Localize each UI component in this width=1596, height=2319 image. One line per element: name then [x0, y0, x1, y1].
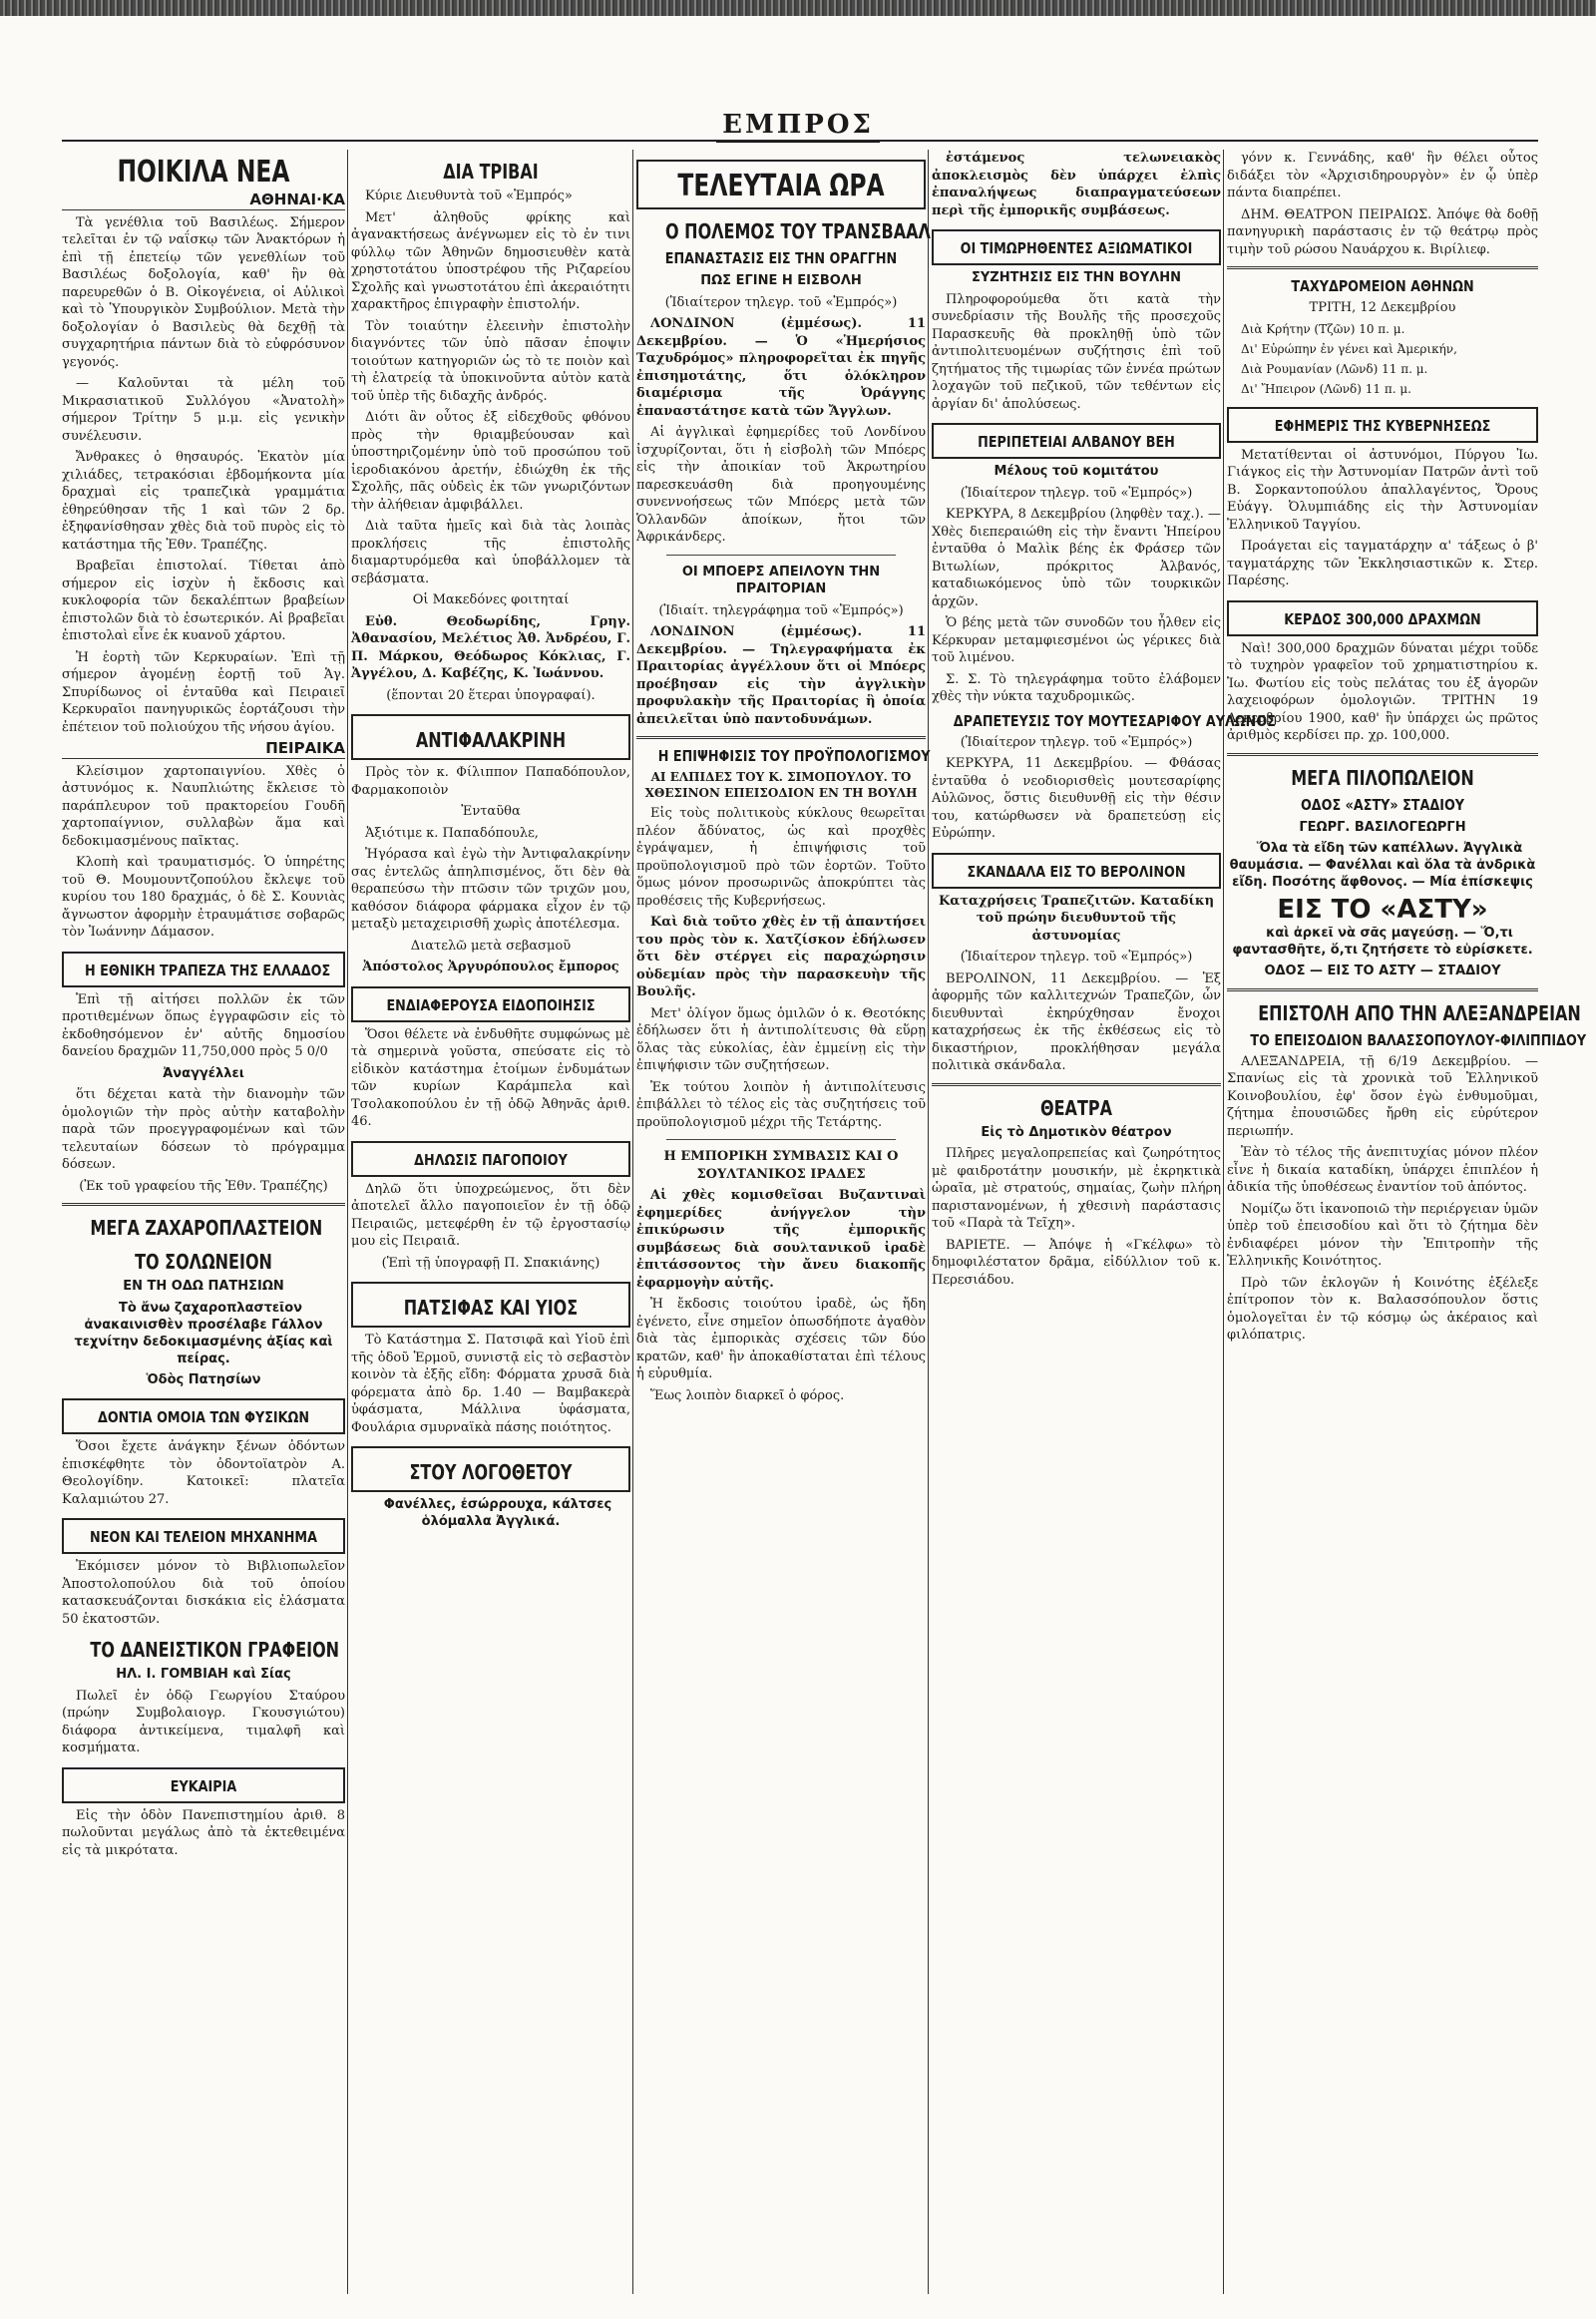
section-heading: ΔΙΑ ΤΡΙΒΑΙ	[443, 160, 539, 184]
article-text: ΚΕΡΚΥΡΑ, 11 Δεκεμβρίου. — Φθάσας ἐνταῦθα ὁ νεοδιορισθεὶς μουτεσαρίφης Αὐλῶνος, ὅστις διευθυνθῇ εἰς τὴν θέσιν του, κατώρθωσεν νὰ δραπετεύσῃ εἰς Εὐρώπην.	[932, 756, 1221, 841]
letter-salutation: Κύριε Διευθυντὰ τοῦ «Ἐμπρός»	[365, 189, 573, 203]
article-text: Πληροφορούμεθα ὅτι κατὰ τὴν συνεδρίασιν τῆς Βουλῆς τῆς προσεχοῦς Παρασκευῆς θὰ προκληθῇ ὑπὸ τῶν ἀντιπολιτευομένων συζήτησις ἐπὶ τοῦ ζητήματος τῆς τιμωρίας τῶν ἐννέα πρώτων λοχαγῶν τοῦ πεζικοῦ, τῶν τεθέντων εἰς ἀργίαν δι' ἀπολύσεως.	[932, 291, 1221, 412]
article-heading: ΟΙ ΤΙΜΩΡΗΘΕΝΤΕΣ ΑΞΙΩΜΑΤΙΚΟΙ	[960, 239, 1193, 257]
article-heading: ΔΡΑΠΕΤΕΥΣΙΣ ΤΟΥ ΜΟΥΤΕΣΑΡΙΦΟΥ ΑΥΛΩΝΟΣ	[953, 711, 1276, 730]
news-item: Βραβεῖαι ἐπιστολαί. Τίθεται ἀπὸ σήμερον εἰς ἰσχὺν ἡ ἔκδοσις καὶ κυκλοφορία τῶν δεκαλέπτων βραβείων ἐπιστολῶν διὰ τὸ ἐσωτερικόν. Αἱ βραβεῖαι ἐπιστολαὶ εἶνε ἐκ κυανοῦ χάρτου.	[62, 559, 345, 643]
ad-signature: Ἀπόστολος Ἀργυρόπουλος ἔμπορος	[362, 960, 619, 974]
ad-brand: ΕΙΣ ΤΟ «ΑΣΤΥ»	[1277, 895, 1488, 925]
letter-text: Μετ' ἀληθοῦς φρίκης καὶ ἀγανακτήσεως ἀνέγνωμεν εἰς τὸ ἐν τινι φύλλῳ τῶν Ἀθηνῶν δημοσιευθὲν κατὰ χρηστοτάτου ὑποστρέφου τῆς Ριζαρείου Σχολῆς καὶ γνωστοτάτου ἐπὶ ἀκεραιότητι χαρακτῆρος ἐπιγραφὴν ἐπιστολήν.	[351, 209, 630, 312]
notice-text: ὅτι δέχεται κατὰ τὴν διανομὴν τῶν ὁμολογιῶν τὴν πρὸς αὐτὴν καταβολὴν παρὰ τῶν προεγγραφομένων καὶ τῶν τελευταίων δόσεων τὸ πρόγραμμα δόσεων.	[62, 1087, 345, 1172]
ad-text: Τὸ Κατάστημα Σ. Πατσιφᾶ καὶ Υἱοῦ ἐπὶ τῆς ὁδοῦ Ἑρμοῦ, συνιστᾷ εἰς τὸ σεβαστὸν κοινὸν τὰ ἐξῆς εἴδη: Φόρματα χρυσᾶ διὰ φόρεματα ἀπὸ δρ. 1.40 — Βαμβακερὰ ὑφάσματα, Μάλλινα ὑφάσματα, Φουλάρια σμυρναϊκὰ πάσης ποιότητος.	[351, 1333, 630, 1435]
ad-heading: ΠΑΤΣΙΦΑΣ ΚΑΙ ΥΙΟΣ	[403, 1296, 579, 1320]
ad-text: Πρὸς τὸν κ. Φίλιππον Παπαδόπουλον, Φαρμακοποιὸν	[351, 765, 630, 798]
ad-text: (Ἐπὶ τῇ ὑπογραφῇ Π. Σπακιάνης)	[381, 1255, 600, 1271]
article-subheading: ΠΩΣ ΕΓΙΝΕ Η ΕΙΣΒΟΛΗ	[700, 273, 862, 288]
ad-text: Ὅσοι θέλετε νὰ ἐνδυθῆτε συμφώνως μὲ τὰ σημερινὰ γοῦστα, σπεύσατε εἰς τὸ εἰδικὸν κατάστημα ἐτοίμων ἐνδυμάτων τῶν κυρίων Καράμπελα καὶ Τσολακοπούλου ἐν τῇ ὁδῷ Ἀθηνᾶς ἀριθ. 46.	[351, 1026, 630, 1129]
ad-name: ΤΟ ΣΟΛΩΝΕΙΟΝ	[135, 1250, 272, 1274]
ad-text: Πωλεῖ ἐν ὁδῷ Γεωργίου Σταύρου (πρώην Συμβολαιογρ. Γκουσγιώτου) διάφορα ἀντικείμενα, τιμαλφῆ καὶ κοσμήματα.	[62, 1688, 345, 1755]
article-text: Πρὸ τῶν ἐκλογῶν ἡ Κοινότης ἐξέλεξε ἐπίτροπον τὸν κ. Βαλασσόπουλον ὅστις ὁμολογεῖται ἐν τῷ κόσμῳ ὡς ἀκέραιος καὶ φιλόπατρις.	[1227, 1275, 1538, 1343]
letter-text: Διότι ἂν οὗτος ἐξ εἰδεχθοῦς φθόνου πρὸς τὴν θριαμβεύουσαν καὶ ὑποστηριζομένην ὑπὸ τοῦ προσώπου τοῦ ἱεροδιακόνου ἀρετήν, ἐδιώχθη ἐκ τῆς Σχολῆς, πᾶς οὐδεὶς ἐκ τῶν γνωριζόντων τὴν ἀλήθειαν ἀμφιβάλλει.	[351, 410, 630, 513]
notice-subheading: Ἀναγγέλλει	[163, 1065, 244, 1081]
ad-text: Ἐκόμισεν μόνον τὸ Βιβλιοπωλεῖον Ἀποστολοπούλου διὰ τοῦ ὁποίου κατασκευάζονται δισκάκια εἰς ἐλάσματα 50 ἑκατοστῶν.	[62, 1559, 345, 1627]
column-divider	[632, 150, 633, 2294]
article-text: Ἐὰν τὸ τέλος τῆς ἀνεπιτυχίας μόνον πλέον εἶνε ἡ δικαία καταδίκη, ὑπάρχει ἐπιπλέον ἡ ἀδικία τῆς ὑποθέσεως ἐναντίον τοῦ ἀπόντος.	[1227, 1145, 1538, 1195]
article-subheading: Καταχρήσεις Τραπεζιτῶν. Καταδίκη τοῦ πρώην διευθυντοῦ τῆς ἀστυνομίας	[938, 893, 1215, 944]
news-item: Ἄνθρακες ὁ θησαυρός. Ἐκατὸν μία χιλιάδες, τετρακόσιαι ἑβδομήκοντα μία δραχμαὶ εἰς τραπεζικὰ γραμμάτια ἐθηρεύθησαν τῆς 1 καὶ τῶν 2 δρ. ἐξηφανίσθησαν χθὲς διὰ τοῦ πυρὸς εἰς τὸ κατάστημα τῆς Ἐθν. Τραπέζης.	[62, 450, 345, 553]
ad-heading: ΔΗΛΩΣΙΣ ΠΑΓΟΠΟΙΟΥ	[414, 1150, 568, 1169]
article-text: Αἱ ἀγγλικαὶ ἐφημερίδες τοῦ Λονδίνου ἰσχυρίζονται, ὅτι ἡ εἰσβολὴ τῶν Μπόερς εἰς τὴν ἀποικίαν τοῦ Ἀκρωτηρίου παρεσκευάσθη διὰ προηγουμένης συνεννοήσεως τῶν Μπόερς μετὰ τῶν Ὁλλανδῶν ἀποίκων, ἤτοι τῶν Ἀφρικάνδερς.	[636, 425, 926, 545]
column-5	[1227, 150, 1587, 2294]
notice-source: (Ἐκ τοῦ γραφείου τῆς Ἐθν. Τραπέζης)	[79, 1178, 328, 1194]
ad-heading: ΑΝΤΙΦΑΛΑΚΡΙΝΗ	[415, 728, 567, 752]
article-text: Νομίζω ὅτι ἱκανοποιῶ τὴν περιέργειαν ὑμῶν ὑπὲρ τοῦ ἐπεισοδίου καὶ ὅτι τὸ ζήτημα δὲν ἐνδιαφέρει μόνον τὴν Ἐπιτροπὴν τῆς Ἑλληνικῆς Κοινότητος.	[1227, 1201, 1538, 1269]
ad-text: καὶ ἀρκεῖ νὰ σᾶς μαγεύσῃ. — Ὅ,τι φαντασθῆτε, ὅ,τι ζητήσετε τὸ εὑρίσκετε.	[1232, 926, 1533, 958]
letter-text: Τὸν τοιαύτην ἐλεεινὴν ἐπιστολὴν διαγνόντες τῶν ὑπὸ πᾶσαν ἐποψιν τοιούτων κατηγοριῶν ὡς τὸ τε ποιὸν καὶ τὴ ἐλατρείᾳ τὰ ὑποκινοῦντα αὐτὸν κατὰ τοῦ ὑπὲρ τῆς διδαχῆς ἀνδρός.	[351, 318, 630, 404]
ad-heading: ΝΕΟΝ ΚΑΙ ΤΕΛΕΙΟΝ ΜΗΧΑΝΗΜΑ	[90, 1528, 317, 1546]
ad-heading: ΜΕΓΑ ΠΙΛΟΠΩΛΕΙΟΝ	[1291, 765, 1474, 790]
ad-subheading: ΓΕΩΡΓ. ΒΑΣΙΛΟΓΕΩΡΓΗ	[1299, 819, 1466, 835]
article-text: ΔΗΜ. ΘΕΑΤΡΟΝ ΠΕΙΡΑΙΩΣ. Ἀπόψε θὰ δοθῇ πανηγυρικὴ παράστασις ἐν τῷ θεάτρῳ πρὸς τιμὴν τοῦ ρώσου Ναυάρχου κ. Βιρίλιεφ.	[1227, 206, 1538, 257]
article-heading: ΣΚΑΝΔΑΛΑ ΕΙΣ ΤΟ ΒΕΡΟΛΙΝΟΝ	[967, 862, 1186, 881]
article-text: Ὁ βέης μετὰ τῶν συνοδῶν του ἦλθεν εἰς Κέρκυραν μεταμφιεσμένοι ὡς γέρικες διὰ τοῦ λιμένου.	[932, 615, 1221, 665]
article-text: ΛΟΝΔΙΝΟΝ (ἐμμέσως). 11 Δεκεμβρίου. — Ὁ «Ἡμερήσιος Ταχυδρόμος» πληροφορεῖται ἐκ πηγῆς ἐπισημοτάτης, ὅτι ὁλόκληρον διαμέρισμα τῆς Ὀράγγης ἐπαναστάτησε κατὰ τῶν Ἄγγλων.	[636, 316, 926, 419]
ad-text: Διατελῶ μετὰ σεβασμοῦ	[410, 938, 572, 954]
article-subheading: ΟΙ ΜΠΟΕΡΣ ΑΠΕΙΛΟΥΝ ΤΗΝ ΠΡΑΙΤΟΡΙΑΝ	[681, 564, 881, 596]
ad-heading: ΤΟ ΔΑΝΕΙΣΤΙΚΟΝ ΓΡΑΦΕΙΟΝ	[90, 1638, 340, 1662]
ad-heading: ΣΤΟΥ ΛΟΓΟΘΕΤΟΥ	[409, 1460, 573, 1484]
mail-item: Διὰ Ρουμανίαν (Λῶνδ) 11 π. μ.	[1241, 361, 1428, 376]
article-text: ἐστάμενος τελωνειακὸς ἀποκλεισμὸς δὲν ὑπάρχει ἐλπὶς ἐπαναλήψεως διαπραγματεύσεων περὶ τῆς ἐμπορικῆς συμβάσεως.	[932, 151, 1221, 218]
letter-note: (ἕπονται 20 ἕτεραι ὑπογραφαί).	[386, 687, 596, 703]
ad-text: Ἐνταῦθα	[461, 804, 521, 819]
article-subheading: ΑΙ ΕΛΠΙΔΕΣ ΤΟΥ Κ. ΣΙΜΟΠΟΥΛΟΥ. ΤΟ ΧΘΕΣΙΝΟΝ ΕΠΕΙΣΟΔΙΟΝ ΕΝ ΤΗ ΒΟΥΛΗ	[644, 770, 918, 800]
article-text: Ἐκ τούτου λοιπὸν ἡ ἀντιπολίτευσις ἐπιβάλλει τὸ τέλος εἰς τὰς συζητήσεις τοῦ προϋπολογισμοῦ μέχρι τῆς Τετάρτης.	[636, 1079, 926, 1130]
article-text: Καὶ διὰ τοῦτο χθὲς ἐν τῇ ἀπαντήσει του πρὸς τὸν κ. Χατζίσκον ἐδήλωσεν ὅτι δὲν στέργει εἰς παραχώρησιν οὐδεμίαν πρὸς τὴν παρασκευὴν τῆς Βουλῆς.	[636, 915, 926, 999]
ad-heading: ΕΝΔΙΑΦΕΡΟΥΣΑ ΕΙΔΟΠΟΙΗΣΙΣ	[386, 995, 596, 1014]
news-item: — Καλοῦνται τὰ μέλη τοῦ Μικρασιατικοῦ Συλλόγου «Ἀνατολὴ» σήμερον Τρίτην 5 μ.μ. εἰς γενικὴν συνέλευσιν.	[62, 376, 345, 444]
telegram-source: (Ἰδιαίτερον τηλεγρ. τοῦ «Ἐμπρός»)	[960, 734, 1193, 750]
mail-item: Δι' Εὐρώπην ἐν γένει καὶ Ἀμερικήν,	[1241, 341, 1457, 356]
scan-edge	[0, 0, 1596, 16]
column-divider	[347, 150, 348, 2294]
column-divider	[928, 150, 929, 2294]
article-text: Ἡ ἔκδοσις τοιούτου ἰραδὲ, ὡς ἤδη ἐγένετο, εἶνε σημεῖον ὁπωσδήποτε ἀγαθὸν διὰ τὰς ἐμπορικὰς σχέσεις τῶν δύο κρατῶν, καθ' ἣν ἀποκαθίσταται ἐπὶ τέλους ἡ εὐρυθμία.	[636, 1297, 926, 1381]
section-heading: ΕΦΗΜΕΡΙΣ ΤΗΣ ΚΥΒΕΡΝΗΣΕΩΣ	[1274, 416, 1491, 435]
top-rule	[62, 140, 1538, 142]
ad-text: Δηλῶ ὅτι ὑποχρεώμενος, ὅτι δὲν ἀποτελεῖ ἄλλο παγοποιεῖον ἐν τῇ ὁδῷ Πειραιῶς, μετεφέρθη ἐν τῷ ἐργοστασίῳ μου εἰς Πειραιᾶ.	[351, 1181, 630, 1249]
section-heading: ΘΕΑΤΡΑ	[1040, 1095, 1112, 1120]
article-heading: Η ΕΜΠΟΡΙΚΗ ΣΥΜΒΑΣΙΣ ΚΑΙ Ο ΣΟΥΛΤΑΝΙΚΟΣ ΙΡΑΔΕΣ	[663, 1149, 899, 1182]
ad-text: Ἠγόρασα καὶ ἐγὼ τὴν Ἀντιφαλακρίνην σας ἐντελῶς ἀπηλπισμένος, ὅτι δὲν θὰ θεραπεύσω τὴν πτῶσιν τῶν τριχῶν μου, καθόσον διάφορα φάρμακα εἶχον ἐν τῷ μεταξὺ μεταχειρισθῆ χωρὶς ἀποτέλεσμα.	[351, 847, 630, 932]
article-text: ΑΛΕΞΑΝΔΡΕΙΑ, τῇ 6/19 Δεκεμβρίου. — Σπανίως εἰς τὰ χρονικὰ τοῦ Ἑλληνικοῦ Κοινοβουλίου, ἐφ' ὅσον ἐγὼ ἐνθυμοῦμαι, ζήτημα ἐπουσιῶδες ἤρθη εἰς εὐρύτερον περιωπήν.	[1227, 1053, 1538, 1139]
mail-item: Διὰ Κρήτην (Τζῶν) 10 π. μ.	[1241, 321, 1405, 336]
ad-address: ΕΝ ΤΗ ΟΔΩ ΠΑΤΗΣΙΩΝ	[123, 1279, 284, 1294]
column-4	[932, 150, 1276, 2294]
article-text: ΚΕΡΚΥΡΑ, 8 Δεκεμβρίου (ληφθὲν ταχ.). — Χθὲς διεπεραιώθη εἰς τὴν ἔναντι Ἠπείρου ἐνταῦθα ὁ Μαλὶκ βέης ἐκ Φράσερ τῶν Βιτωλίων, πρόκριτος Ἀλβανός, καταδιωκόμενος ὑπὸ τῶν τουρκικῶν ἀρχῶν.	[932, 507, 1221, 609]
telegram-source: (Ἰδιαίτερον τηλεγρ. τοῦ «Ἐμπρός»)	[960, 485, 1193, 501]
ad-street: Ὁδὸς Πατησίων	[146, 1371, 261, 1387]
news-item: Τὰ γενέθλια τοῦ Βασιλέως. Σήμερον τελεῖται ἐν τῷ ναΐσκῳ τῶν Ἀνακτόρων ἡ ἐπὶ τῇ ἐπετείῳ τῶν γενεθλίων τοῦ Βασιλέως δοξολογία, καθ' ἣν θὰ παρευρεθῶν ὁ Β. Οἰκογένεια, οἱ Αὐλικοὶ καὶ τὸ Ὑπουργικὸν Συμβούλιον. Μετὰ τὴν δοξολογίαν ὁ Βασιλεὺς θὰ δεχθῇ τὰ συγχαρητήρια πάντων διὰ τὸ εὐφρόσυνον γεγονός.	[62, 214, 345, 370]
article-text: γόνν κ. Γεννάδης, καθ' ἣν θέλει οὗτος διδάξει τὸν «Ἀρχισιδηρουργὸν» ἐν ᾧ ὑπὲρ πάντα διαπρέπει.	[1227, 151, 1538, 200]
notice-heading: Η ΕΘΝΙΚΗ ΤΡΑΠΕΖΑ ΤΗΣ ΕΛΛΑΔΟΣ	[85, 961, 331, 979]
article-heading: Ο ΠΟΛΕΜΟΣ ΤΟΥ ΤΡΑΝΣΒΑΑΛ	[665, 219, 931, 243]
telegram-source: (Ἰδιαίτερον τηλεγρ. τοῦ «Ἐμπρός»)	[664, 294, 898, 310]
ad-text: Ναὶ! 300,000 δραχμῶν δύναται μέχρι τοῦδε τὸ τυχηρὸν γραφεῖον τοῦ χρηματιστηρίου κ. Ἰω. Φωτίου εἰς τοὺς πελάτας του ἐξ ἀγορῶν λαχειοφόρων ὁμολογιῶν. ΤΡΙΤΗΝ 19 Δεκεμβρίου 1900, καθ' ἣν ὑπάρχει ὡς πρῶτος ἀριθμὸς κερδίσει πρ. χρ. 100,000.	[1227, 640, 1538, 743]
ad-heading: ΔΟΝΤΙΑ ΟΜΟΙΑ ΤΩΝ ΦΥΣΙΚΩΝ	[97, 1408, 310, 1426]
article-subheading: ΣΥΖΗΤΗΣΙΣ ΕΙΣ ΤΗΝ ΒΟΥΛΗΝ	[972, 270, 1181, 285]
mail-date: ΤΡΙΤΗ, 12 Δεκεμβρίου	[1309, 300, 1456, 315]
ad-text: Τὸ ἄνω ζαχαροπλαστεῖον ἀνακαινισθὲν προσέλαβε Γάλλον τεχνίτην δεδοκιμασμένης ἀξίας καὶ πείρας.	[74, 1300, 333, 1366]
article-text: Σ. Σ. Τὸ τηλεγράφημα τοῦτο ἐλάβομεν χθὲς τὴν νύκτα ταχυδρομικῶς.	[932, 671, 1221, 704]
column-divider	[1223, 150, 1224, 2294]
article-text: Προάγεται εἰς ταγματάρχην α' τάξεως ὁ β' ταγματάρχης τῶν Ἐκκλησιαστικῶν κ. Στερ. Παρέσης.	[1227, 539, 1538, 588]
telegram-source: (Ἰδιαίτερον τηλεγρ. τοῦ «Ἐμπρός»)	[960, 950, 1193, 965]
article-heading: ΠΕΡΙΠΕΤΕΙΑΙ ΑΛΒΑΝΟΥ ΒΕΗ	[978, 433, 1175, 451]
ad-heading: ΕΥΚΑΙΡΙΑ	[170, 1776, 237, 1795]
article-text: Αἱ χθὲς κομισθεῖσαι Βυζαντιναὶ ἐφημερίδες ἀνήγγελον τὴν ἐπικύρωσιν τῆς ἐμπορικῆς συμβάσεως διὰ σουλτανικοῦ ἰραδὲ ἐπιτάσσοντος τὴν ἄνευ διακοπῆς ἐφαρμογὴν αὐτῆς.	[636, 1188, 926, 1291]
letter-signers-intro: Οἱ Μακεδόνες φοιτηταί	[412, 592, 570, 607]
article-heading: ΕΠΙΣΤΟΛΗ ΑΠΟ ΤΗΝ ΑΛΕΞΑΝΔΡΕΙΑΝ	[1258, 1000, 1581, 1025]
column-2	[351, 150, 630, 2294]
news-item: Κλοπὴ καὶ τραυματισμός. Ὁ ὑπηρέτης τοῦ Θ. Μουμουντζοπούλου ἔκλεψε τοῦ κυρίου του 180 δραχμάς, ὁ δὲ Σ. Κουνιὰς ἄγνωστον ἀφορμὴν ἐτραυμάτισε σοβαρῶς τὸν Ἰωάννην Δάμασον.	[62, 855, 345, 940]
telegram-source: (Ἰδιαίτ. τηλεγράφημα τοῦ «Ἐμπρός»)	[658, 602, 904, 618]
article-text: ΒΑΡΙΕΤΕ. — Ἀπόψε ἡ «Γκέλφω» τὸ δημοφιλέστατον δρᾶμα, εἰδύλλιον τοῦ κ. Περεσιάδου.	[932, 1237, 1221, 1288]
city-heading: ΑΘΗΝΑΙ·ΚΑ	[62, 192, 345, 210]
news-item: Κλείσιμον χαρτοπαιγνίου. Χθὲς ὁ ἀστυνόμος κ. Ναυπλιώτης ἔκλεισε τὸ παράπλευρον τοῦ πρακτορείου Γουδῆ χαρτοπαίγνιον, συλλαβὼν ἅμα καὶ δεδοκιμασμένους παῖκτας.	[62, 763, 345, 849]
article-text: Πλῆρες μεγαλοπρεπείας καὶ ζωηρότητος μὲ φαιδροτάτην μουσικήν, μὲ ἐκρηκτικὰ ὡραῖα, μὲ στρατούς, σημαίας, ζωὴν πλήρη παριστανομένων, ἡ χθεσινὴ παράστασις τοῦ «Παρὰ τὰ Τεῖχη».	[932, 1146, 1221, 1231]
ad-address: ΟΔΟΣ — ΕΙΣ ΤΟ ΑΣΤΥ — ΣΤΑΔΙΟΥ	[1264, 964, 1501, 978]
ad-heading: ΜΕΓΑ ΖΑΧΑΡΟΠΛΑΣΤΕΙΟΝ	[90, 1216, 323, 1240]
news-item: Ἡ ἑορτὴ τῶν Κερκυραίων. Ἐπὶ τῇ σήμερον ἀγομένῃ ἑορτῇ τοῦ Ἁγ. Σπυρίδωνος οἱ ἐνταῦθα καὶ Πειραιεῖ Κερκυραῖοι πανηγυρικῶς ἑορτάζουσι τὴν ἐπέτειον τοῦ πολιούχου τῆς νήσου ἁγίου.	[62, 649, 345, 735]
article-subheading: ΕΠΑΝΑΣΤΑΣΙΣ ΕΙΣ ΤΗΝ ΟΡΑΓΓΗΝ	[664, 249, 898, 267]
article-text: ΒΕΡΟΛΙΝΟΝ, 11 Δεκεμβρίου. — Ἐξ ἀφορμῆς τῶν καλλιτεχνών Τραπεζῶν, ὧν διευθυνταὶ ἐκηρύχθησαν ἔνοχοι καταχρήσεως ἐκ τῆς ἐκθέσεως εἰς τὸ δικαστήριον, προκλήθησαν μεγάλα πολιτικὰ σκάνδαλα.	[932, 970, 1221, 1073]
masthead: ΕΜΠΡΟΣ	[0, 110, 1596, 140]
ad-text: Ὅλα τὰ εἴδη τῶν καπέλλων. Ἀγγλικὰ θαυμάσια. — Φανέλλαι καὶ ὅλα τὰ ἀνδρικὰ εἴδη. Ποσότης ἄφθονος. — Μία ἐπίσκεψις	[1229, 841, 1536, 890]
article-text: Μετατίθενται οἱ ἀστυνόμοι, Πύργου Ἰω. Γιάγκος εἰς τὴν Ἀστυνομίαν Πατρῶν ἀντὶ τοῦ Β. Σορκαντοπούλου ἀπαλλαγέντος, Ὄρους Εὐάγγ. Ὀλυμπιάδης εἰς τὴν Ἀστυνομίαν Ἐλληνικοῦ Ταγγίου.	[1227, 447, 1538, 533]
letter-text: Διὰ ταῦτα ἡμεῖς καὶ διὰ τὰς λοιπὰς προκλήσεις τῆς ἐπιστολῆς διαμαρτυρόμεθα καὶ ὑποβάλλομεν τὰ σεβάσματα.	[351, 519, 630, 586]
article-subheading: ΤΟ ΕΠΕΙΣΟΔΙΟΝ ΒΑΛΑΣΣΟΠΟΥΛΟΥ-ΦΙΛΙΠΠΙΔΟΥ	[1250, 1030, 1587, 1049]
ad-text: Εἰς τὴν ὁδὸν Πανεπιστημίου ἀριθ. 8 πωλοῦνται μεγάλως ἀπὸ τὰ ἐκτεθειμένα εἰς τὰ μικρότατα.	[62, 1807, 345, 1858]
section-heading: ΤΕΛΕΥΤΑΙΑ ΩΡΑ	[677, 169, 885, 203]
ad-subheading: ΗΛ. Ι. ΓΟΜΒΙΑΗ καὶ Σίας	[116, 1667, 291, 1682]
column-1	[62, 150, 345, 2294]
section-heading: ΠΟΙΚΙΛΑ ΝΕΑ	[117, 155, 290, 190]
article-heading: Η ΕΠΙΨΗΦΙΣΙΣ ΤΟΥ ΠΡΟΫΠΟΛΟΓΙΣΜΟΥ	[657, 747, 931, 765]
article-text: Μετ' ὀλίγον ὅμως ὁμιλῶν ὁ κ. Θεοτόκης ἐδήλωσεν ὅτι ἡ ἀντιπολίτευσις θὰ εὕρῃ ὅλας τὰς εὐκολίας, ἐὰν ἐμμείνῃ εἰς τὴν ἐπιψήφισιν τῶν συζητήσεων.	[636, 1005, 926, 1073]
article-text: ΛΟΝΔΙΝΟΝ (ἐμμέσως). 11 Δεκεμβρίου. — Τηλεγραφήματα ἐκ Πραιτορίας ἀγγέλλουν ὅτι οἱ Μπόερς προέβησαν εἰς τὴν ἀγγλικὴν προφυλακὴν τῆς Πραιτορίας ἣ ὁποία ἀπειλεῖται ὑπὸ παντοδυνάμων.	[636, 624, 926, 727]
article-subheading: Μέλους τοῦ κομιτάτου	[994, 464, 1159, 479]
mail-item: Δι' Ἤπειρον (Λῶνδ) 11 π. μ.	[1241, 381, 1411, 396]
ad-subheading: ΟΔΟΣ «ΑΣΤΥ» ΣΤΑΔΙΟΥ	[1300, 795, 1465, 814]
notice-text: Ἐπὶ τῇ αἰτήσει πολλῶν ἐκ τῶν προτιθεμένων ὅπως ἐγγραφῶσιν εἰς τὸ ἐκδοθησόμενον ἐν' αὐτῆς δημοσίου δανείου δραχμῶν 11,750,000 πρὸς 5 0/0	[62, 991, 345, 1059]
column-3	[636, 150, 931, 2294]
section-heading: ΤΑΧΥΔΡΟΜΕΙΟΝ ΑΘΗΝΩΝ	[1291, 277, 1474, 295]
letter-signers: Εὐθ. Θεοδωρίδης, Γρηγ. Ἀθανασίου, Μελέτιος Ἀθ. Ἀνδρέου, Γ. Π. Μάρκου, Θεόδωρος Κόκλιας, Γ. Ἀγγέλου, Δ. Καβέζης, Κ. Ἰωάννου.	[351, 613, 630, 681]
article-text: Ἕως λοιπὸν διαρκεῖ ὁ φόρος.	[650, 1387, 845, 1403]
city-heading: ΠΕΙΡΑΙΚΑ	[62, 740, 345, 759]
article-text: Εἰς τοὺς πολιτικοὺς κύκλους θεωρεῖται πλέον ἄδύνατος, ὡς καὶ προχθὲς ἐγράψαμεν, ἡ ἐπιψήφισις τοῦ προϋπολογισμοῦ πρὸ τῶν ἑορτῶν. Τοῦτο ὅμως μόνον προσωρινῶς ἀποκρύπτει τὰς προθέσεις τῆς Κυβερνήσεως.	[636, 806, 926, 909]
ad-text: Ἀξιότιμε κ. Παπαδόπουλε,	[365, 825, 539, 841]
ad-heading: ΚΕΡΔΟΣ 300,000 ΔΡΑΧΜΩΝ	[1284, 609, 1481, 628]
ad-text: Φανέλλες, ἐσώρρουχα, κάλτσες ὁλόμαλλα Ἀγγλικά.	[383, 1497, 612, 1529]
ad-text: Ὅσοι ἔχετε ἀνάγκην ξένων ὀδόντων ἐπισκέφθητε τὸν ὀδοντοϊατρὸν Α. Θεολογίδην. Κατοικεῖ: πλατεῖα Καλαμιώτου 27.	[62, 1439, 345, 1507]
article-subheading: Εἰς τὸ Δημοτικὸν θέατρον	[981, 1124, 1172, 1140]
